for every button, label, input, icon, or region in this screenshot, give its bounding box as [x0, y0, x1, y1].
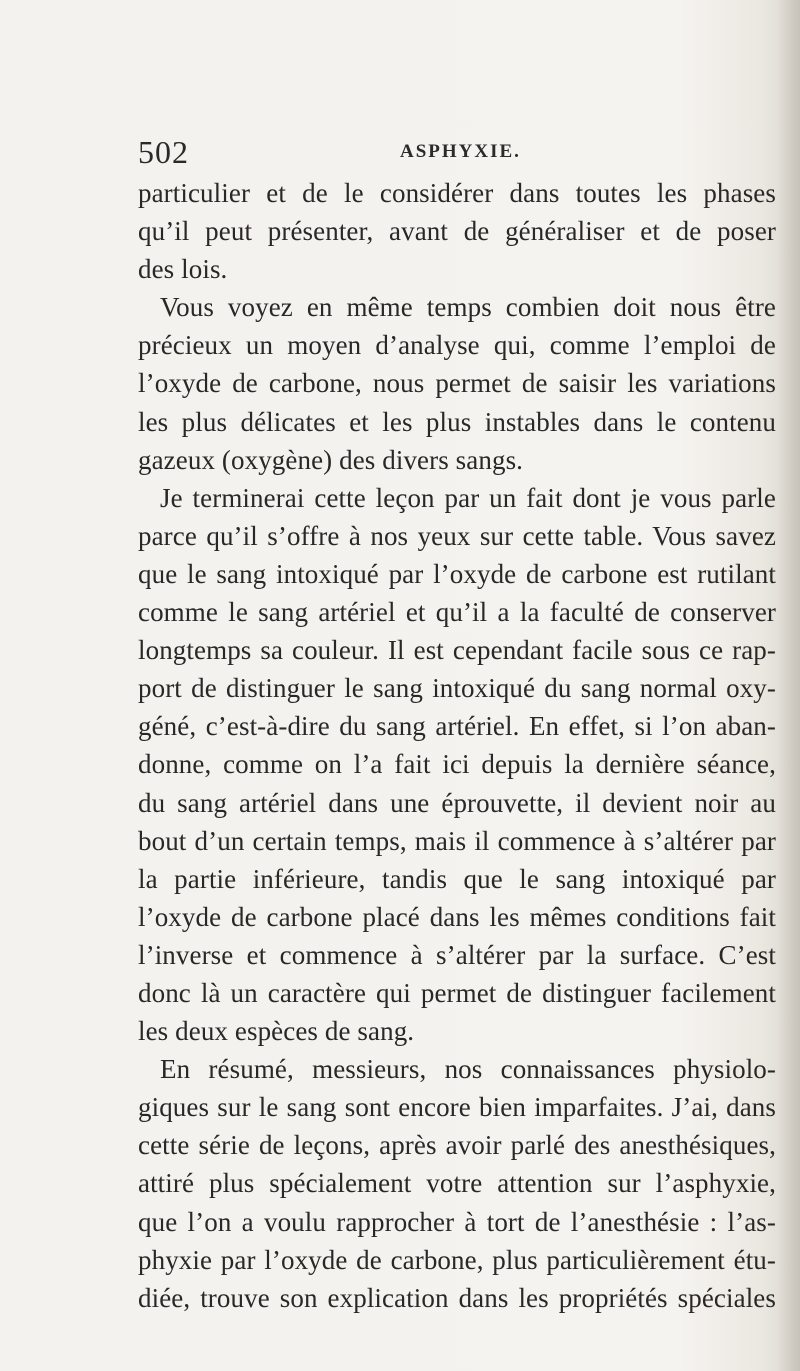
text-line: du sang artériel dans une éprouvette, il devient noir au — [138, 787, 776, 818]
text-line: donne, comme on l’a fait ici depuis la dernière séance, — [138, 749, 776, 780]
text-line: l’oxyde de carbone placé dans les mêmes conditions fait — [138, 901, 776, 932]
text-line: Vous voyez en même temps combien doit nous être — [160, 292, 776, 323]
text-line: particulier et de le considérer dans toutes les phases — [138, 178, 776, 208]
text-line: qu’il peut présenter, avant de généraliser et de poser — [138, 216, 776, 247]
text-line: les deux espèces de sang. — [138, 1016, 415, 1047]
text-line: cette série de leçons, après avoir parlé des anesthésiques, — [138, 1130, 776, 1161]
text-line: l’oxyde de carbone, nous permet de saisir les variations — [138, 368, 776, 399]
text-line: des lois. — [138, 254, 228, 285]
text-line: que l’on a voulu rapprocher à tort de l’anesthésie : l’as- — [138, 1206, 776, 1237]
text-line: port de distinguer le sang intoxiqué du sang normal oxy- — [138, 673, 776, 704]
text-line: comme le sang artériel et qu’il a la faculté de conserver — [138, 597, 776, 628]
text-line: que le sang intoxiqué par l’oxyde de carbone est rutilant — [138, 558, 776, 589]
text-line: géné, c’est-à-dire du sang artériel. En effet, si l’on aban- — [138, 711, 776, 742]
text-line: Je terminerai cette leçon par un fait dont je vous parle — [160, 482, 776, 513]
text-line: l’inverse et commence à s’altérer par la surface. C’est — [138, 939, 776, 970]
running-head: ASPHYXIE. — [400, 141, 521, 162]
page-edge-shadow — [778, 0, 800, 1371]
page-number: 502 — [138, 134, 189, 170]
text-line: les plus délicates et les plus instables dans le contenu — [138, 406, 776, 437]
body-text — [138, 174, 776, 1317]
text-line: donc là un caractère qui permet de distinguer facilement — [138, 977, 776, 1008]
text-line: phyxie par l’oxyde de carbone, plus particulièrement étu- — [138, 1244, 776, 1275]
text-line: la partie inférieure, tandis que le sang intoxiqué par — [138, 863, 776, 894]
text-line: précieux un moyen d’analyse qui, comme l’emploi de — [138, 330, 776, 361]
text-line: attiré plus spécialement votre attention sur l’asphyxie, — [138, 1168, 776, 1199]
text-line: parce qu’il s’offre à nos yeux sur cette table. Vous savez — [138, 520, 776, 551]
text-line: En résumé, messieurs, nos connaissances physiolo- — [160, 1054, 776, 1085]
page-header — [138, 132, 778, 172]
text-line: giques sur le sang sont encore bien imparfaites. J’ai, dans — [138, 1092, 776, 1123]
text-line: diée, trouve son explication dans les propriétés spéciales — [138, 1282, 776, 1313]
text-line: longtemps sa couleur. Il est cependant facile sous ce rap- — [138, 635, 776, 666]
text-line: gazeux (oxygène) des divers sangs. — [138, 444, 524, 475]
text-line: bout d’un certain temps, mais il commence à s’altérer par — [138, 825, 776, 856]
